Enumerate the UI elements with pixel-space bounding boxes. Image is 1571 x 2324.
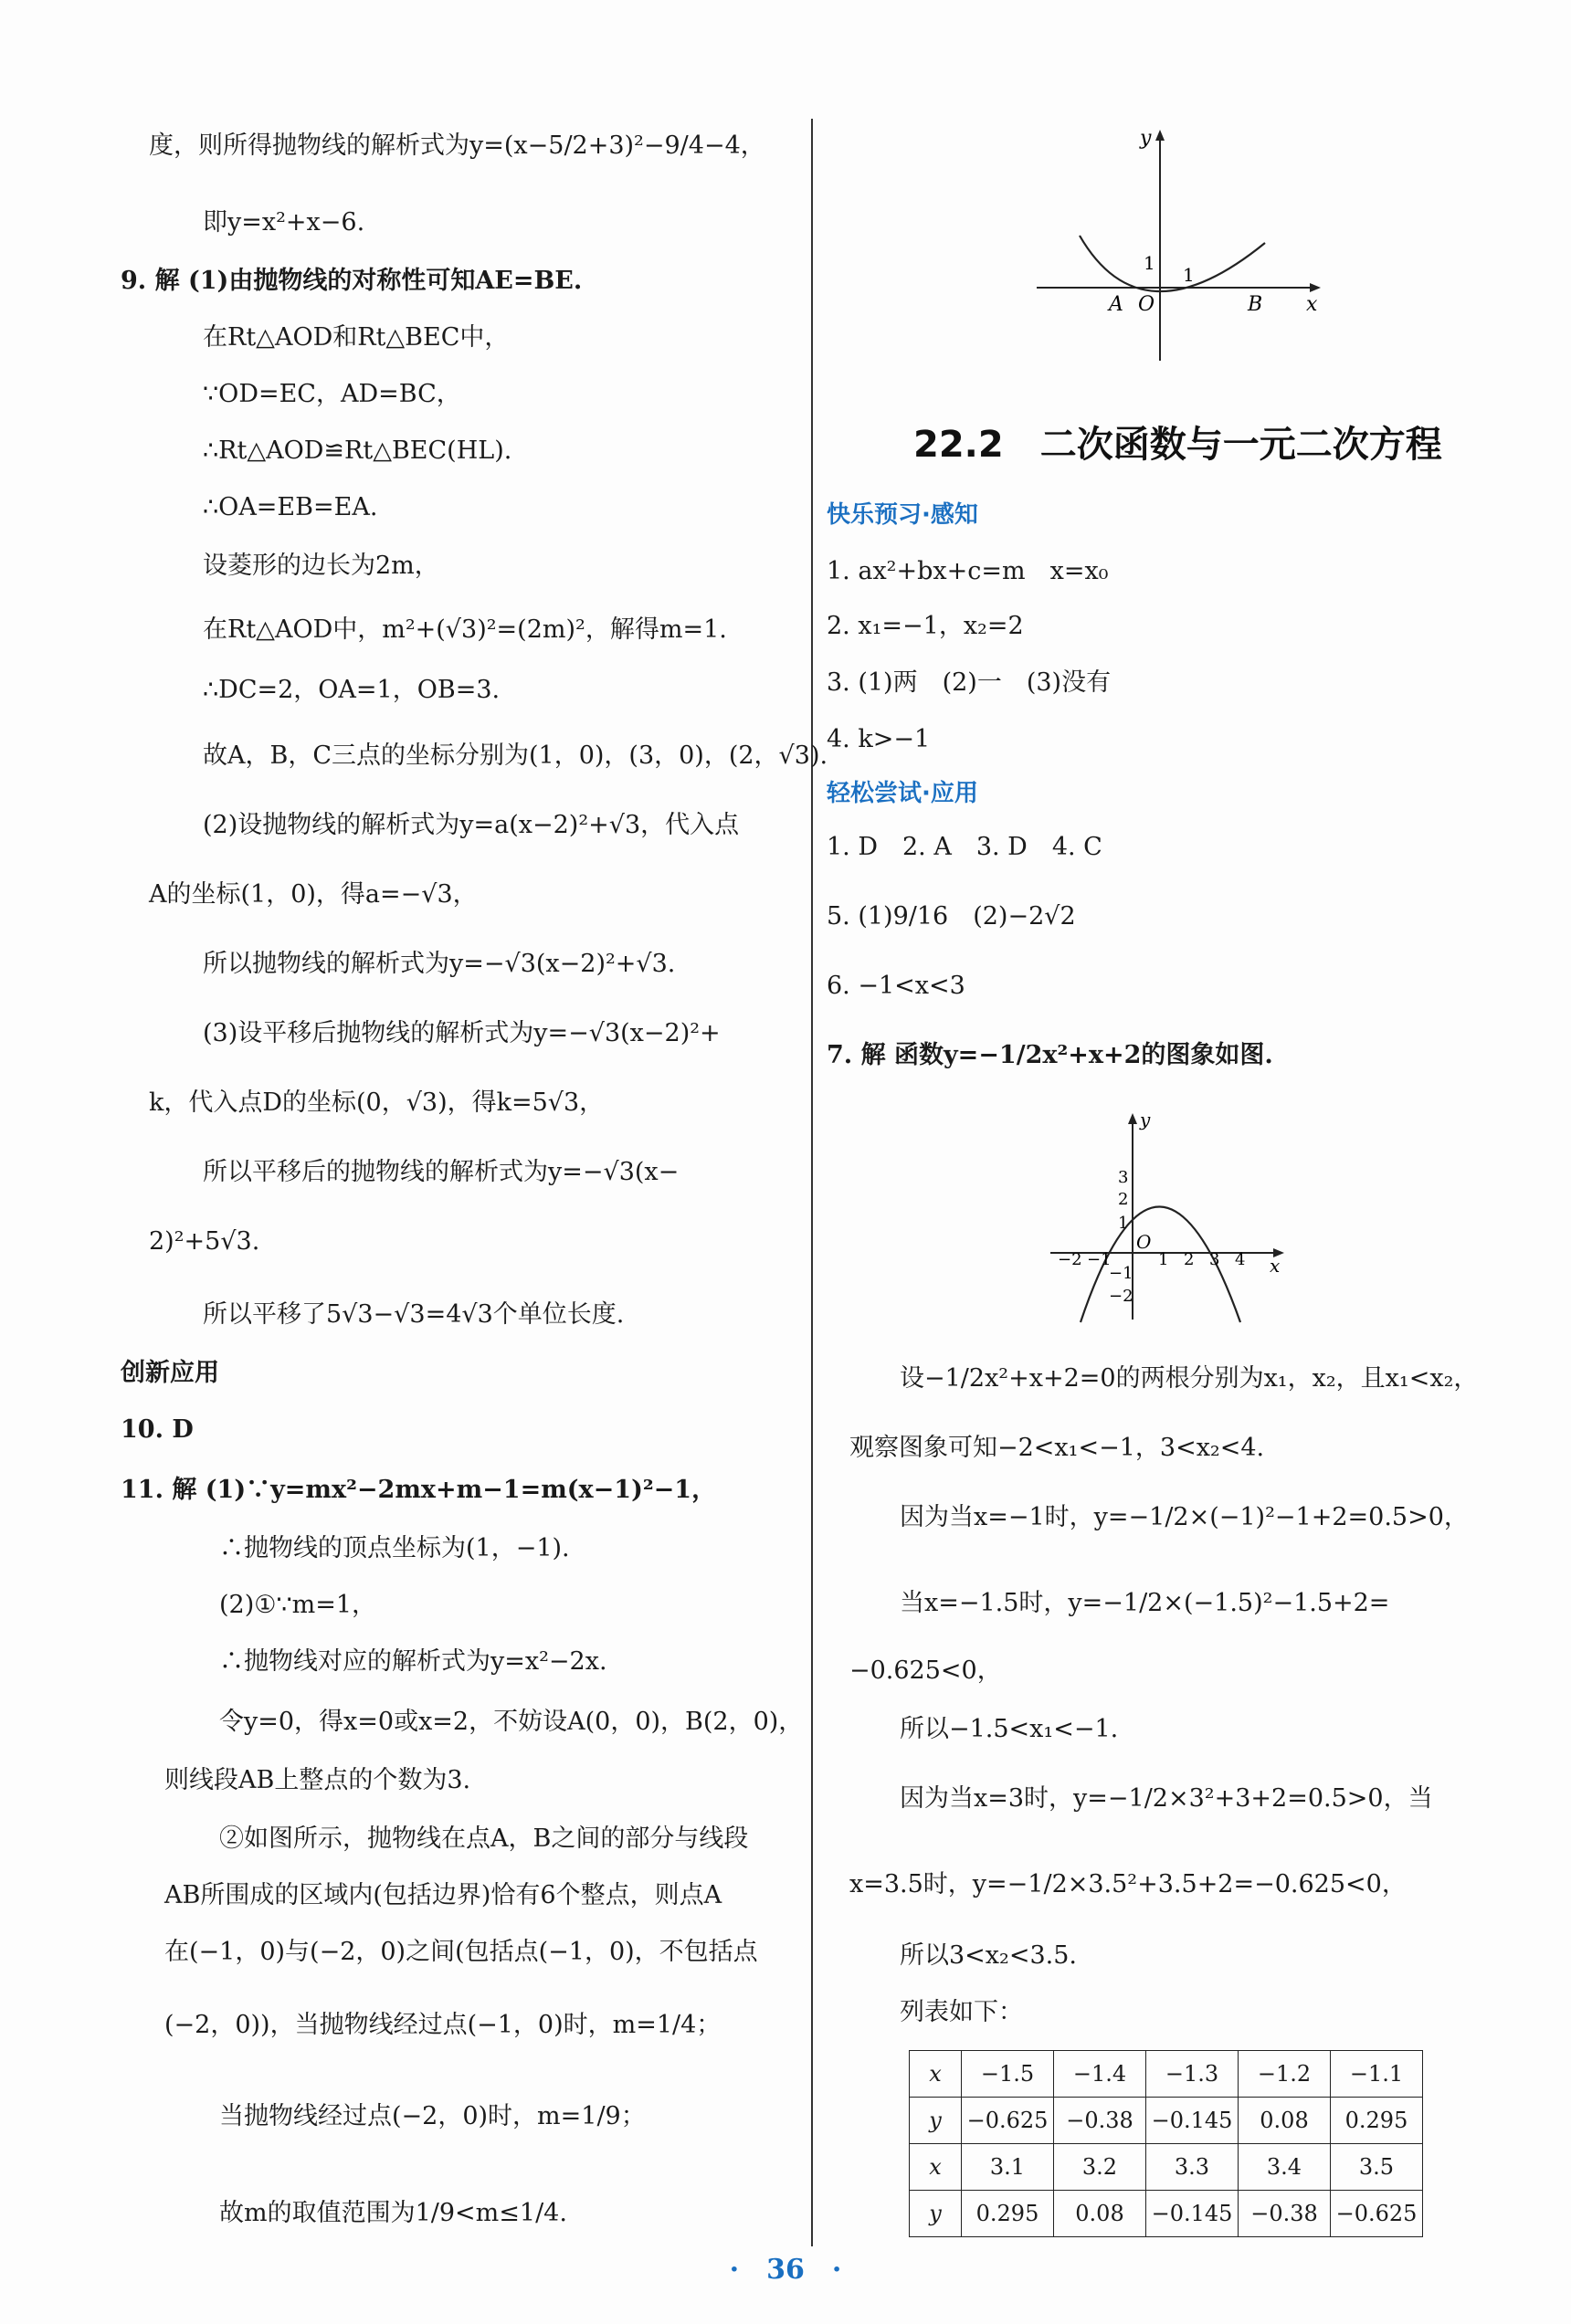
table-row (910, 2144, 1423, 2191)
text-line: −0.625<0， (849, 1656, 1002, 1685)
text-line: 当抛物线经过点(−2，0)时，m=1/9； (219, 2102, 646, 2130)
problem-9: 9. 解 (1)由抛物线的对称性可知AE=BE. (121, 267, 583, 295)
tick-label: 3 (1118, 1168, 1129, 1187)
table-cell: −0.625 (962, 2098, 1054, 2144)
text-line: 所以−1.5<x₁<−1. (900, 1715, 1119, 1743)
text-line: ∴DC=2，OA=1，OB=3. (203, 676, 501, 704)
table-cell: 0.08 (1054, 2191, 1146, 2237)
text-line: 在(−1，0)与(−2，0)之间(包括点(−1，0)，不包括点 (164, 1938, 758, 1966)
origin-label: O (1138, 293, 1155, 316)
text-line: (2)设抛物线的解析式为y=a(x−2)²+√3，代入点 (203, 811, 740, 839)
section-header-preview: 快乐预习·感知 (827, 501, 978, 529)
table-cell: y (910, 2098, 962, 2144)
text-line: (3)设平移后抛物线的解析式为y=−√3(x−2)²+ (203, 1019, 721, 1047)
text-line: 所以平移后的抛物线的解析式为y=−√3(x− (203, 1158, 680, 1186)
table-row (910, 2051, 1423, 2098)
text-line: ∴抛物线的顶点坐标为(1，−1). (219, 1534, 570, 1562)
text-line: 所以平移了5√3−√3=4√3个单位长度. (203, 1300, 625, 1329)
text-line: 观察图象可知−2<x₁<−1，3<x₂<4. (849, 1434, 1265, 1462)
axis-label-y: y (1140, 1109, 1151, 1130)
text-line: ∴OA=EB=EA. (203, 493, 378, 521)
text-line: x=3.5时，y=−1/2×3.5²+3.5+2=−0.625<0， (849, 1870, 1407, 1898)
section-header-try: 轻松尝试·应用 (827, 780, 978, 807)
table-cell: 0.08 (1239, 2098, 1331, 2144)
text-line: 2)²+5√3. (149, 1227, 260, 1256)
table-cell: y (910, 2191, 962, 2237)
table-row (910, 2191, 1423, 2237)
text-line: 1. D 2. A 3. D 4. C (827, 833, 1102, 861)
text-line: 在Rt△AOD中，m²+(√3)²=(2m)²，解得m=1. (203, 615, 727, 644)
tick-label: −2 (1058, 1250, 1082, 1269)
text-line: 所以抛物线的解析式为y=−√3(x−2)²+√3. (203, 950, 676, 978)
text-line: ②如图所示，抛物线在点A，B之间的部分与线段 (219, 1824, 749, 1853)
subsection-innovation: 创新应用 (121, 1359, 219, 1387)
point-label-a: A (1109, 293, 1123, 316)
text-line: 在Rt△AOD和Rt△BEC中， (203, 323, 510, 352)
text-line: A的坐标(1，0)，得a=−√3， (149, 880, 478, 909)
table-cell: −1.1 (1331, 2051, 1423, 2098)
tick-label: 1 (1158, 1250, 1169, 1269)
tick-label: 1 (1118, 1214, 1129, 1233)
problem-10: 10. D (121, 1415, 194, 1444)
table-cell: −0.625 (1331, 2191, 1423, 2237)
text-line: 6. −1<x<3 (827, 972, 965, 1000)
text-line: ∴Rt△AOD≌Rt△BEC(HL). (203, 436, 512, 465)
column-divider (811, 119, 813, 2246)
text-line: 则线段AB上整点的个数为3. (164, 1766, 471, 1794)
text-line: k，代入点D的坐标(0，√3)，得k=5√3， (149, 1088, 605, 1117)
table-cell: 0.295 (962, 2191, 1054, 2237)
tick-label-1y: 1 (1144, 252, 1155, 274)
table-cell: x (910, 2051, 962, 2098)
table-cell: −1.3 (1146, 2051, 1239, 2098)
table-cell: −0.38 (1054, 2098, 1146, 2144)
table-cell: −1.4 (1054, 2051, 1146, 2098)
tick-label: −1 (1109, 1264, 1133, 1283)
table-cell: −0.38 (1239, 2191, 1331, 2237)
table-cell: −1.5 (962, 2051, 1054, 2098)
table-cell: 3.1 (962, 2144, 1054, 2191)
text-line: 故m的取值范围为1/9<m≤1/4. (219, 2199, 567, 2227)
text-line: ∴抛物线对应的解析式为y=x²−2x. (219, 1647, 607, 1676)
text-line: 3. (1)两 (2)一 (3)没有 (827, 668, 1112, 697)
text-line: (−2，0))，当抛物线经过点(−1，0)时，m=1/4； (164, 2011, 722, 2039)
text-line: 即y=x²+x−6. (203, 208, 365, 237)
table-cell: −1.2 (1239, 2051, 1331, 2098)
table-cell: 3.3 (1146, 2144, 1239, 2191)
text-line: 当x=−1.5时，y=−1/2×(−1.5)²−1.5+2= (900, 1589, 1390, 1617)
tick-label: 2 (1118, 1190, 1129, 1209)
tick-label: 2 (1184, 1250, 1195, 1269)
table-cell: 3.2 (1054, 2144, 1146, 2191)
tick-label: −1 (1087, 1250, 1112, 1269)
parabola-figure-2 (1050, 1109, 1297, 1324)
axis-label-y: y (1140, 128, 1152, 150)
tick-label-1x: 1 (1183, 264, 1195, 286)
table-cell: −0.145 (1146, 2191, 1239, 2237)
text-line: AB所围成的区域内(包括边界)恰有6个整点，则点A (164, 1881, 722, 1909)
origin-label: O (1136, 1231, 1152, 1253)
table-cell: 0.295 (1331, 2098, 1423, 2144)
table-row (910, 2098, 1423, 2144)
point-label-b: B (1248, 293, 1263, 316)
text-line: 4. k>−1 (827, 725, 931, 753)
problem-11: 11. 解 (1)∵y=mx²−2mx+m−1=m(x−1)²−1， (121, 1476, 717, 1504)
table-cell: 3.5 (1331, 2144, 1423, 2191)
axis-label-x: x (1270, 1255, 1281, 1277)
section-title: 22.2 二次函数与一元二次方程 (913, 424, 1442, 466)
problem-7: 7. 解 函数y=−1/2x²+x+2的图象如图. (827, 1041, 1273, 1069)
text-line: 因为当x=3时，y=−1/2×3²+3+2=0.5>0，当 (900, 1784, 1433, 1813)
page-number: · 36 · (729, 2254, 842, 2286)
text-line: 因为当x=−1时，y=−1/2×(−1)²−1+2=0.5>0， (900, 1503, 1469, 1531)
axis-label-x: x (1306, 293, 1318, 316)
table-cell: −0.145 (1146, 2098, 1239, 2144)
tick-label: 3 (1209, 1250, 1220, 1269)
text-line: 设−1/2x²+x+2=0的两根分别为x₁，x₂，且x₁<x₂， (900, 1364, 1479, 1393)
text-line: 度，则所得抛物线的解析式为y=(x−5/2+3)²−9/4−4， (149, 131, 765, 160)
parabola-figure-1 (1032, 128, 1334, 365)
text-line: (2)①∵m=1， (219, 1591, 377, 1619)
text-line: 5. (1)9/16 (2)−2√2 (827, 902, 1076, 931)
text-line: 设菱形的边长为2m， (203, 552, 439, 580)
values-table (909, 2050, 1423, 2237)
table-cell: x (910, 2144, 962, 2191)
text-line: 1. ax²+bx+c=m x=x₀ (827, 557, 1109, 585)
table-cell: 3.4 (1239, 2144, 1331, 2191)
text-line: 令y=0，得x=0或x=2，不妨设A(0，0)，B(2，0)， (219, 1708, 804, 1736)
text-line: ∵OD=EC，AD=BC， (203, 380, 461, 408)
text-line: 2. x₁=−1，x₂=2 (827, 612, 1024, 640)
text-line: 列表如下： (900, 1998, 1023, 2026)
tick-label: −2 (1109, 1287, 1133, 1306)
text-line: 所以3<x₂<3.5. (900, 1941, 1077, 1970)
tick-label: 4 (1235, 1250, 1246, 1269)
text-line: 故A，B，C三点的坐标分别为(1，0)，(3，0)，(2，√3). (203, 741, 828, 770)
